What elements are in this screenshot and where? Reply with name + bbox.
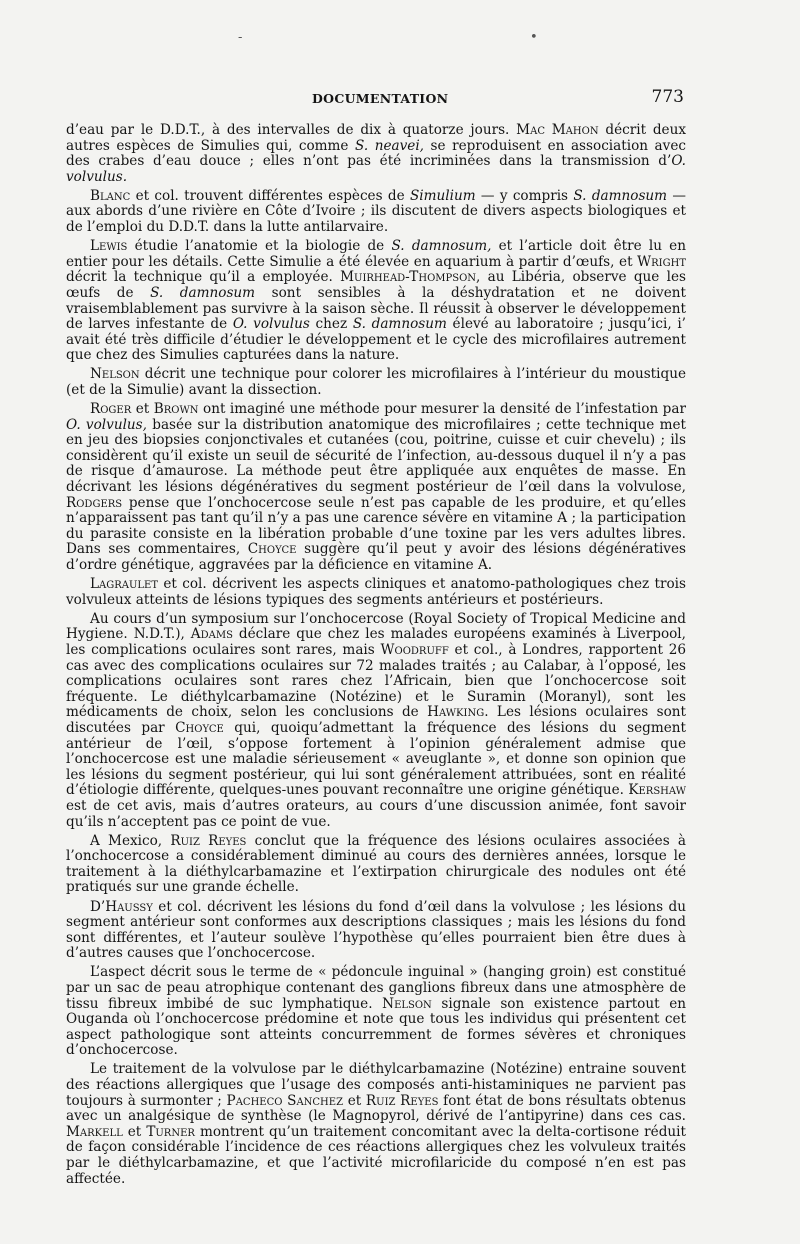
- text-run: décrit deux autres espèces de Simulies qui, comme: [66, 122, 686, 154]
- author-name: Roger: [90, 401, 132, 418]
- article-body: [66, 123, 686, 1191]
- author-name: Hawking.: [427, 704, 489, 721]
- italic-text: S. damnosum: [352, 316, 447, 333]
- italic-text: S. neavei,: [355, 137, 424, 154]
- text-run: et col. décrivent les lésions du fond d’œil dans la volvulose ; les lésions du segment antérieur sont conformes aux descriptions classiques ; mais les lésions du fond sont différentes, et l’auteur soulève l’hypothèse qu’elles pourraient bien être dues à d’autres causes que l’onchocercose.: [66, 898, 686, 962]
- author-name: Lewis: [90, 238, 128, 255]
- author-name: Kershaw: [628, 782, 686, 799]
- author-name: Rodgers: [66, 494, 123, 511]
- text-run: et col., à Londres, rapportent 26 cas avec des complications oculaires sur 72 malades traités ; au Calabar, à l’opposé, les complications oculaires sont rares chez l’Africain, bien que l’onchocercose soit fréquente. Le diéthylcarbamazine (Notézine) et le Suramin (Moranyl), sont les médicaments de choix, selon les conclusions de: [66, 642, 686, 721]
- text-run: au Libéria, observe que les œufs de: [66, 269, 686, 301]
- author-name: Mac Mahon: [516, 122, 599, 138]
- author-name: Turner: [146, 1123, 195, 1140]
- author-name: Wright: [637, 253, 686, 270]
- text-run: suggère qu’il peut y avoir des lésions dégénératives d’ordre génétique, aggravées par la déficience en vitamine A.: [66, 541, 687, 574]
- author-name: Muirhead-Thompson,: [340, 269, 481, 286]
- text-run: d’eau par le D.D.T., à des intervalles de dix à quatorze jours.: [66, 122, 517, 138]
- author-name: D’Haussy: [90, 898, 153, 915]
- text-run: décrit une technique pour colorer les microfilaires à l’intérieur du moustique (et de la Simulie) avant la dissection.: [66, 366, 686, 398]
- author-name: Ruiz Reyes: [365, 1092, 439, 1109]
- author-name: Nelson: [90, 366, 140, 383]
- author-name: Markell: [66, 1123, 123, 1140]
- text-run: pense que l’onchocercose seule n’est pas capable de les produire, et qu’elles n’apparaissent pas tant qu’il n’y a pas une carence sévère en vitamine A ; la participation du parasite consiste en la libération probable d’une toxine par les vers adultes libres. Dans ses commentaires,: [66, 494, 686, 558]
- text-run: et col. décrivent les aspects cliniques et anatomo-pathologiques chez trois volvuleux atteints de lésions typiques des segments antérieurs et postérieurs.: [66, 576, 686, 608]
- text-run: — aux abords d’une rivière en Côte d’Ivoire ; ils discutent de divers aspects biologiques et de l’emploi du D.D.T. dans la lutte antilarvaire.: [66, 187, 686, 236]
- author-name: Woodruff: [380, 642, 449, 658]
- text-run: ont imaginé une méthode pour mesurer la densité de l’infestation par: [198, 401, 686, 418]
- author-name: Adams: [190, 626, 233, 643]
- text-run: se reproduisent en association avec des crabes d’eau douce ; elles n’ont pas été incriminées dans la transmission d’: [66, 137, 686, 170]
- top-mark-dash: -: [238, 30, 243, 45]
- paragraph: [66, 402, 686, 574]
- paragraph: [66, 834, 686, 896]
- top-mark-dot: •: [530, 30, 538, 45]
- text-run: Le traitement de la volvulose par le diéthylcarbamazine (Notézine) entraine souvent des réactions allergiques que l’usage des composés anti-histaminiques ne parvient pas toujours à surmonter ;: [66, 1061, 686, 1109]
- author-name: Ruiz Reyes: [170, 832, 247, 849]
- text-run: décrit la technique qu’il a employée.: [66, 269, 341, 286]
- italic-text: O. volvulus.: [66, 153, 686, 185]
- paragraph: [66, 612, 686, 830]
- italic-text: S. damnosum,: [391, 238, 492, 255]
- text-run: qui, quoiqu’admettant la fréquence des lésions du segment antérieur de l’œil, s’oppose fortement à l’opinion généralement admise que l’onchocercose est une maladie sérieusement « aveuglante », et donne son opinion que les lésions du segment postérieur, qui lui sont généralement attribuées, sont en réalité d’étiologie différente, quelques-unes pouvant reconnaître une origine génétique.: [66, 719, 686, 799]
- author-name: Choyce: [247, 541, 297, 558]
- paragraph: [66, 123, 686, 185]
- paragraph: [66, 1062, 686, 1187]
- italic-text: Simulium: [409, 187, 476, 204]
- text-run: montrent qu’un traitement concomitant avec la delta-cortisone réduit de façon considérable l’incidence de ces réactions allergiques chez les volvuleux traités par le diéthylcarbamazine, et que l’activité microfilaricide du composé n’en est pas affectée.: [66, 1123, 686, 1187]
- text-run: L’aspect décrit sous le terme de « pédoncule inguinal » (hanging groin) est constitué par un sac de peau atrophique contenant des ganglions fibreux dans une atmosphère de tissu fibreux imbibé de suc lymphatique.: [66, 964, 686, 1012]
- paragraph: [66, 239, 686, 364]
- text-run: A Mexico,: [90, 832, 171, 849]
- author-name: Blanc: [90, 187, 131, 204]
- text-run: — y compris: [475, 187, 574, 204]
- text-run: élevé au laboratoire ; jusqu’ici, i’ avait été très difficile d’étudier le développement et le cycle des microfilaires autrement que chez des Simulies capturées dans la nature.: [66, 316, 687, 364]
- author-name: Brown: [153, 401, 199, 418]
- paragraph: [66, 900, 686, 962]
- text-run: font état de bons résultats obtenus avec un analgésique de synthèse (le Magnopyrol, dérivé de l’antipyrine) dans ces cas.: [66, 1092, 686, 1125]
- text-run: et: [122, 1123, 147, 1140]
- author-name: Nelson: [382, 995, 432, 1012]
- text-run: signale son existence partout en Ouganda où l’onchocercose prédomine et note que tous les individus qui présentent cet aspect pathologique sont atteints concurremment de formes sévères et chroniques d’onchocercose.: [66, 995, 686, 1059]
- running-head: DOCUMENTATION: [312, 91, 449, 106]
- text-run: déclare que chez les malades européens examinés à Liverpool, les complications oculaires sont rares, mais: [66, 626, 686, 658]
- text-run: sont sensibles à la déshydratation et ne doivent vraisemblablement pas survivre à la saison sèche. Il réussit à observer le développement de larves infestante de: [66, 284, 687, 333]
- text-run: conclut que la fréquence des lésions oculaires associées à l’onchocercose a considérablement diminué au cours des dernières années, lorsque le traitement à la diéthylcarbamazine et l’extirpation chirurgicale des nodules ont été pratiqués sur une grande échelle.: [66, 832, 686, 896]
- author-name: Lagraulet: [90, 576, 159, 593]
- author-name: Choyce: [175, 719, 224, 736]
- page-header: [66, 89, 684, 113]
- text-run: et: [343, 1092, 366, 1109]
- page-number: 773: [651, 87, 684, 107]
- text-run: et: [131, 401, 154, 418]
- text-run: basée sur la distribution anatomique des microfilaires ; cette technique met en jeu des biopsies conjonctivales et cutanées (cou, poitrine, cuisse et cuir chevelu) ; ils considèrent qu’il existe un seuil de sécurité de l’infection, au-dessous duquel il n’y a pas de risque d’amaurose. La méthode peut être appliquée aux enquêtes de masse. En décrivant les lésions dégénératives du segment postérieur de l’œil dans la volvulose,: [66, 416, 686, 496]
- paragraph: [66, 577, 686, 608]
- author-name: Pacheco Sanchez: [226, 1092, 344, 1109]
- paragraph: [66, 965, 686, 1059]
- paragraph: [66, 367, 686, 398]
- italic-text: O. volvulus: [232, 316, 310, 333]
- text-run: Les lésions oculaires sont discutées par: [66, 704, 686, 736]
- text-run: Au cours d’un symposium sur l’onchocercose (Royal Society of Tropical Medicine and Hygiene. N.D.T.),: [66, 610, 686, 643]
- italic-text: O. volvulus,: [66, 416, 147, 433]
- italic-text: S. damnosum: [573, 187, 668, 204]
- paragraph: [66, 189, 686, 236]
- text-run: et l’article doit être lu en entier pour les détails. Cette Simulie a été élevée en aquarium à partir d’œufs, et: [66, 238, 686, 270]
- text-run: étudie l’anatomie et la biologie de: [127, 238, 392, 255]
- text-run: et col. trouvent différentes espèces de: [130, 187, 410, 204]
- text-run: chez: [309, 316, 353, 333]
- italic-text: S. damnosum: [150, 284, 256, 301]
- text-run: est de cet avis, mais d’autres orateurs, au cours d’une discussion animée, font savoir qu’ils n’acceptent pas ce point de vue.: [66, 797, 686, 830]
